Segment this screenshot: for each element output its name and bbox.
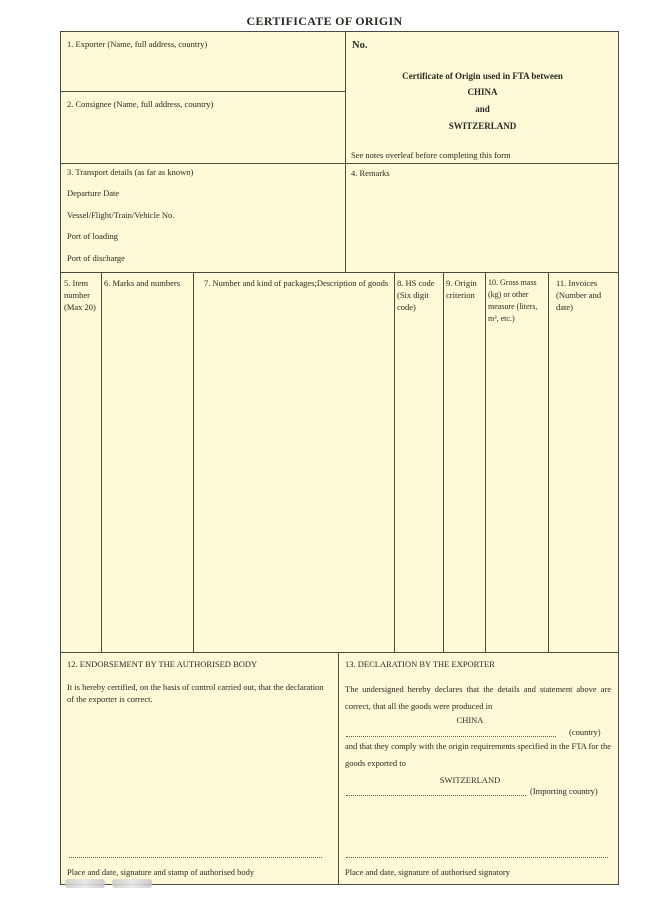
column-header-marks: 6. Marks and numbers [104, 278, 181, 288]
redacted-mark-left [65, 879, 105, 888]
declaration-label: 13. DECLARATION BY THE EXPORTER [345, 659, 495, 669]
header-note: See notes overleaf before completing this form [351, 150, 511, 160]
divider-box1-box2 [61, 91, 345, 92]
column-header-description: 7. Number and kind of packages;Description of goods [204, 278, 389, 288]
declaration-text-2: and that they comply with the origin requirements specified in the FTA for the goods exported to [345, 741, 611, 768]
vessel-label: Vessel/Flight/Train/Vehicle No. [67, 210, 175, 220]
country-hint: (country) [569, 727, 601, 737]
column-divider-7 [193, 272, 194, 652]
column-divider-8 [394, 272, 395, 652]
departure-date-label: Departure Date [67, 188, 120, 198]
declaration-signature-line [346, 857, 608, 858]
column-divider-6 [101, 272, 102, 652]
form-title: CERTIFICATE OF ORIGIN [246, 14, 403, 28]
column-divider-11 [548, 272, 549, 652]
consignee-label: 2. Consignee (Name, full address, country) [67, 99, 214, 109]
divider-bottom-vertical [338, 652, 339, 884]
produced-in-country: CHINA [456, 715, 484, 725]
column-header-hs-code: 8. HS code (Six digit code) [397, 278, 435, 312]
column-header-item-number: 5. Item number (Max 20) [64, 278, 96, 312]
exported-to-line [346, 795, 526, 796]
exporter-label: 1. Exporter (Name, full address, country) [67, 39, 208, 49]
transport-label: 3. Transport details (as far as known) [67, 167, 194, 177]
header-line-1: Certificate of Origin used in FTA between [402, 71, 563, 81]
divider-columns-header [61, 272, 618, 273]
importing-country-hint: (Importing country) [530, 786, 598, 796]
endorsement-signature-line [69, 857, 322, 858]
declaration-text-1: The undersigned hereby declares that the details and statement above are correct, that all the goods were produced in [345, 684, 611, 711]
declaration-footer: Place and date, signature of authorised signatory [345, 867, 510, 877]
exported-to-country: SWITZERLAND [439, 775, 501, 785]
endorsement-footer: Place and date, signature and stamp of authorised body [67, 867, 255, 877]
column-header-gross-mass: 10. Gross mass (kg) or other measure (liters, m³, etc.) [488, 278, 538, 323]
certificate-number-label: No. [352, 40, 368, 51]
column-header-invoices: 11. Invoices (Number and date) [556, 278, 602, 312]
endorsement-label: 12. ENDORSEMENT BY THE AUTHORISED BODY [67, 659, 258, 669]
remarks-label: 4. Remarks [351, 168, 390, 178]
certificate-form [60, 31, 619, 885]
header-line-3: and [475, 104, 490, 114]
divider-top-middle [61, 163, 618, 164]
header-line-4: SWITZERLAND [448, 121, 517, 131]
column-divider-9 [443, 272, 444, 652]
divider-top-vertical [345, 32, 346, 272]
header-line-2: CHINA [467, 87, 498, 97]
port-of-discharge-label: Port of discharge [67, 253, 125, 263]
port-of-loading-label: Port of loading [67, 231, 118, 241]
divider-columns-bottom [61, 652, 618, 653]
column-divider-10 [485, 272, 486, 652]
column-header-origin: 9. Origin criterion [446, 278, 477, 300]
redacted-mark-right [112, 879, 152, 888]
endorsement-text: It is hereby certified, on the basis of control carried out, that the declaration of the exporter is correct. [67, 682, 324, 704]
produced-in-line [346, 736, 556, 737]
